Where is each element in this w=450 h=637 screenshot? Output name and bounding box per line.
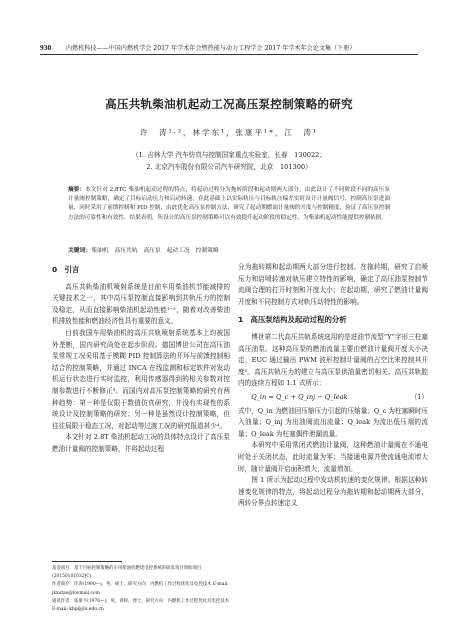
intro-paragraph-2: 目前我国车用柴油机的高压共轨喷射系统基本上均被国外垄断，国内研究尚处在起步阶段。德国博世公司在高压油泵常规工况采用基于模糊 PID 控制算法的开环与前馈控制相结合的控制策略，并通过 INCA 在线监测和标定软件对发动机运行状态进行实时监控，利用传感器得到的相关参数对控制参数进行不断修正³。而国内对高压泵控制策略的研究有两种趋势：第一种是仅限于数值仿真研究，并没有实现性的系统设计及控制策略的研究；另一种是虽然设计控制策略，但往往局限于稳态工况，对起动等过渡工况的研究报道甚少⁴。 <box>52 328 230 430</box>
footnote-author: 作者简介：许涛(1990—)，男，硕士，研究方向：内燃机工作过程优化及电控技术 E-mail: jkxutao@foxmail.com <box>52 582 229 596</box>
intro-paragraph-1: 高压共轨柴油机喷射系统是目前车用柴油机节能减排的关键技术之一，其中高压泵控制直接影响到共轨压力的控制及稳定，从而直接影响柴油机起动性能¹⁻²，随着对改善柴油机排放性能和燃油经济性具有重要的意义。 <box>52 282 230 326</box>
paper-title: 高压共轨柴油机起动工况高压泵控制策略的研究 <box>105 97 353 111</box>
affiliation-1: （1. 吉林大学 汽车仿真与控制国家重点实验室，长春 130022； <box>132 151 326 159</box>
section-heading-intro: 0 引言 <box>52 265 80 274</box>
abstract-label: 摘要： <box>68 187 86 193</box>
intro-paragraph-3: 本文针对 2.8T 柴油机起动工况的具体特点设计了高压泵燃油计量阀的控制策略，并将起动过程 <box>52 433 230 453</box>
footnote-funding: 基金项目：基于目标控制策略的车用柴油机燃烧电控系统的研发项目资助项目(20150101032JC) <box>52 566 202 580</box>
paper-authors: 许 涛¹·²，林学东¹，张康平¹*，江 涛¹ <box>140 128 318 137</box>
footnotes <box>52 565 230 614</box>
section1-paragraph-4: 图 1 所示为起动过程中发动机转速的变化规律。根据这种转速变化规律的特点，将起动过程分为拖转期和起动期两大部分，两转分界点转速定义 <box>238 476 428 508</box>
equation-1 <box>238 390 428 406</box>
section-heading-1: 1 高压泵结构及起动过程的分析 <box>238 315 347 325</box>
keywords-text: 柴油机 高压共轨 高压泵 起动工况 控制策略 <box>91 248 219 254</box>
right-column <box>238 262 428 510</box>
section1-paragraph-1: 博世第二代高压共轨系统选用的是进油节流型“Y”字形三柱塞高压油泵。这种高压泵的燃油流量主要由燃油计量阀开度大小决定，EUC 通过输出 PWM 波形控制计量阀的占空比来控制其开度⁵。高压共轨压力的建立与高压泵供油量密切相关。高压共轨腔内的连续方程如 1.1 式所示： <box>238 332 428 388</box>
left-column <box>52 262 230 456</box>
affiliation-2: 2. 北京汽车股份有限公司汽车研究院，北京 101300） <box>146 163 312 171</box>
section1-paragraph-3: 本研究中采用常闭式燃油计量阀，这种燃油计量阀在不通电时处于关闭状态，此时流量为零；当接通电源并使流通电流增大时，随计量阀开启面积增大，流量增加。 <box>238 441 428 473</box>
equation-body: Q_in = Q_c + Q_inj − Q_leak <box>251 392 348 401</box>
abstract <box>68 186 390 223</box>
page-number: 930 <box>40 43 52 52</box>
header-rule <box>40 54 418 55</box>
section1-paragraph-2: 式中，Q_in 为燃油回压缩压力引起的压缩量；Q_c 为柱塞瞬时压入油量；Q_inj 为出油阀流出流量；Q_leak 为流出低压端的流量；Q_leak 为柱塞偶件泄漏流量。 <box>238 406 428 438</box>
abstract-text: 本文针对 2.8TC 柴油机起动过程的特点，将起动过程分为拖转阶段和起动期两大部分，由此设计了不同阶段不同的高压泵计量阀控制策略，确定了目标启动压力和启动转速，在此基础上以实际轨压与目标轨压偏差实时设计计量阀信号，控制高压泵进油量，同时采用了前馈控制和 PID 控制，由此优化高压泵控制方法，研究了起动期燃油计量阀的开度与控制精度，验证了高压泵控制方法的可靠性和有效性，结果表明，所设计的高压泵控制策略可以有效提升起动阶段的稳定性，为柴油机起动性能提供控制依据。 <box>68 187 390 221</box>
equation-number: （1） <box>410 392 428 401</box>
footnote-corresponding: 通讯作者：张康平(1976—)，男，讲师，博士，研究方向：内燃机工作过程优化及电控技术 E-mail: kbp@jlu.edu.cn <box>52 598 230 613</box>
keywords <box>68 245 390 254</box>
continued-paragraph: 分为拖转期和起动期两大部分进行控制。在拖转期，研究了启喷压力和启喷转速对轨压建立特性的影响，确定了高压油泵控制节流阀合理的打开时刻和开度大小；在起动期，研究了燃油计量阀开度和不同控制方式对轨压动特性的影响。 <box>238 263 428 306</box>
footnote-rule <box>52 561 122 562</box>
running-title: 内燃机科技——中国内燃机学会 2017 年学术年会暨热能与动力工程学会 2017 年学术年会论文集（下册） <box>66 45 356 52</box>
keywords-label: 关键词： <box>68 248 92 254</box>
running-header <box>40 41 418 55</box>
